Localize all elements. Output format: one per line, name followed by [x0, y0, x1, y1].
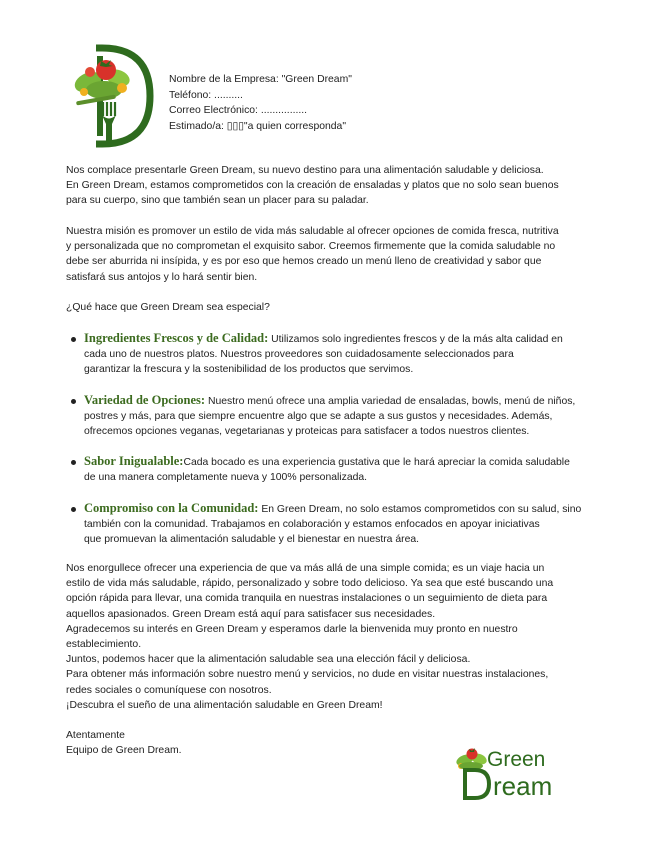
feature-text: de una manera completamente nueva y 100% personalizada.	[84, 472, 368, 484]
feature-text: que promuevan la alimentación saludable y el bienestar en nuestra área.	[84, 534, 420, 546]
feature-title: Compromiso con la Comunidad:	[84, 500, 259, 515]
letter-header	[169, 72, 352, 134]
question-line: ¿Qué hace que Green Dream sea especial?	[66, 302, 270, 313]
closing-line: Nos enorgullece ofrecer una experiencia de que va más allá de una simple comida; es un viaje hacia un	[66, 563, 545, 574]
feature-title: Ingredientes Frescos y de Calidad:	[84, 331, 269, 345]
list-item	[66, 393, 596, 440]
feature-text: también con la comunidad. Trabajamos en colaboración y estamos enfocados en apoyar iniciativas	[84, 518, 540, 530]
feature-title: Variedad de Opciones:	[84, 392, 206, 407]
signoff-line: Equipo de Green Dream.	[66, 745, 182, 757]
feature-title: Sabor Inigualable:	[84, 454, 184, 469]
closing-line: Para obtener más información sobre nuestro menú y servicios, no dude en visitar nuestras instalaciones,	[66, 669, 549, 681]
intro-line: para su cuerpo, sino que también sean un placer para su paladar.	[66, 195, 369, 207]
closing-line: redes sociales o comuníquese con nosotros.	[66, 684, 272, 696]
logo-word-green: Green	[487, 748, 546, 771]
email-line: Correo Electrónico: ................	[169, 105, 308, 116]
mission-line: debe ser aburrida ni insípida, y es por eso que hemos creado un menú lleno de creatividad y sabor que	[66, 256, 542, 268]
features-list	[66, 331, 596, 547]
list-item	[66, 331, 596, 378]
green-dream-wordmark-icon	[451, 744, 581, 800]
mission-line: y personalizada que no comprometan el exquisito sabor. Creemos firmemente que la comida saludable no	[66, 241, 556, 253]
feature-text: postres y más, para que siempre encuentre algo que se adapte a sus gustos y necesidades. Además,	[84, 410, 553, 422]
mission-paragraph	[66, 224, 594, 285]
feature-text: ofrecemos opciones veganas, vegetarianas y proteicas para satisfacer a todos nuestros clientes.	[84, 426, 530, 438]
mission-line: Nuestra misión es promover un estilo de vida más saludable al ofrecer opciones de comida fresca, nutritiva	[66, 226, 559, 237]
closing-line: opción rápida para llevar, una comida tranquila en nuestras instalaciones o un seguimiento de dieta para	[66, 593, 548, 605]
mission-line: satisfará sus antojos y lo hará sentir bien.	[66, 271, 258, 283]
intro-line: Nos complace presentarle Green Dream, su nuevo destino para una alimentación saludable y deliciosa.	[66, 165, 544, 176]
intro-paragraph	[66, 163, 594, 209]
closing-line: estilo de vida más saludable, rápido, personalizado y sobre todo delicioso. Ya sea que esté buscando una	[66, 578, 554, 590]
logo-word-dream-visible: ream	[493, 771, 553, 800]
signoff-line: Atentamente	[66, 730, 125, 741]
closing-line: establecimiento.	[66, 639, 142, 651]
bullet-dot-icon	[71, 460, 76, 465]
bullet-dot-icon	[71, 337, 76, 342]
feature-text: Cada bocado es una experiencia gustativa que le hará apreciar la comida saludable	[183, 457, 570, 469]
feature-text: Utilizamos solo ingredientes frescos y de la más alta calidad en	[268, 334, 563, 345]
feature-text: Nuestro menú ofrece una amplia variedad de ensaladas, bowls, menú de niños,	[205, 395, 576, 407]
greeting-line: Estimado/a: ▯▯▯"a quien corresponda"	[169, 120, 347, 132]
closing-line: ¡Descubra el sueño de una alimentación saludable en Green Dream!	[66, 699, 383, 711]
list-item	[66, 454, 596, 485]
closing-line: Agradecemos su interés en Green Dream y esperamos darle la bienvenida muy pronto en nuestro	[66, 623, 518, 635]
feature-text: En Green Dream, no solo estamos comprometidos con su salud, sino	[258, 503, 582, 515]
intro-line: En Green Dream, estamos comprometidos con la creación de ensaladas y platos que no solo sean buenos	[66, 180, 559, 192]
bullet-dot-icon	[71, 507, 76, 512]
green-dream-logo-icon	[66, 42, 162, 154]
closing-line: Juntos, podemos hacer que la alimentación saludable sea una elección fácil y deliciosa.	[66, 654, 471, 666]
list-item	[66, 501, 596, 548]
phone-line: Teléfono: ..........	[169, 89, 243, 101]
closing-paragraph	[66, 561, 596, 713]
closing-line: aquellos apasionados. Green Dream está aquí para satisfacer sus necesidades.	[66, 608, 436, 620]
bullet-dot-icon	[71, 399, 76, 404]
feature-text: cada uno de nuestros platos. Nuestros proveedores son cuidadosamente seleccionados para	[84, 349, 514, 361]
feature-text: garantizar la frescura y la sostenibilidad de los productos que servimos.	[84, 364, 414, 376]
company-name: Nombre de la Empresa: "Green Dream"	[169, 74, 352, 85]
